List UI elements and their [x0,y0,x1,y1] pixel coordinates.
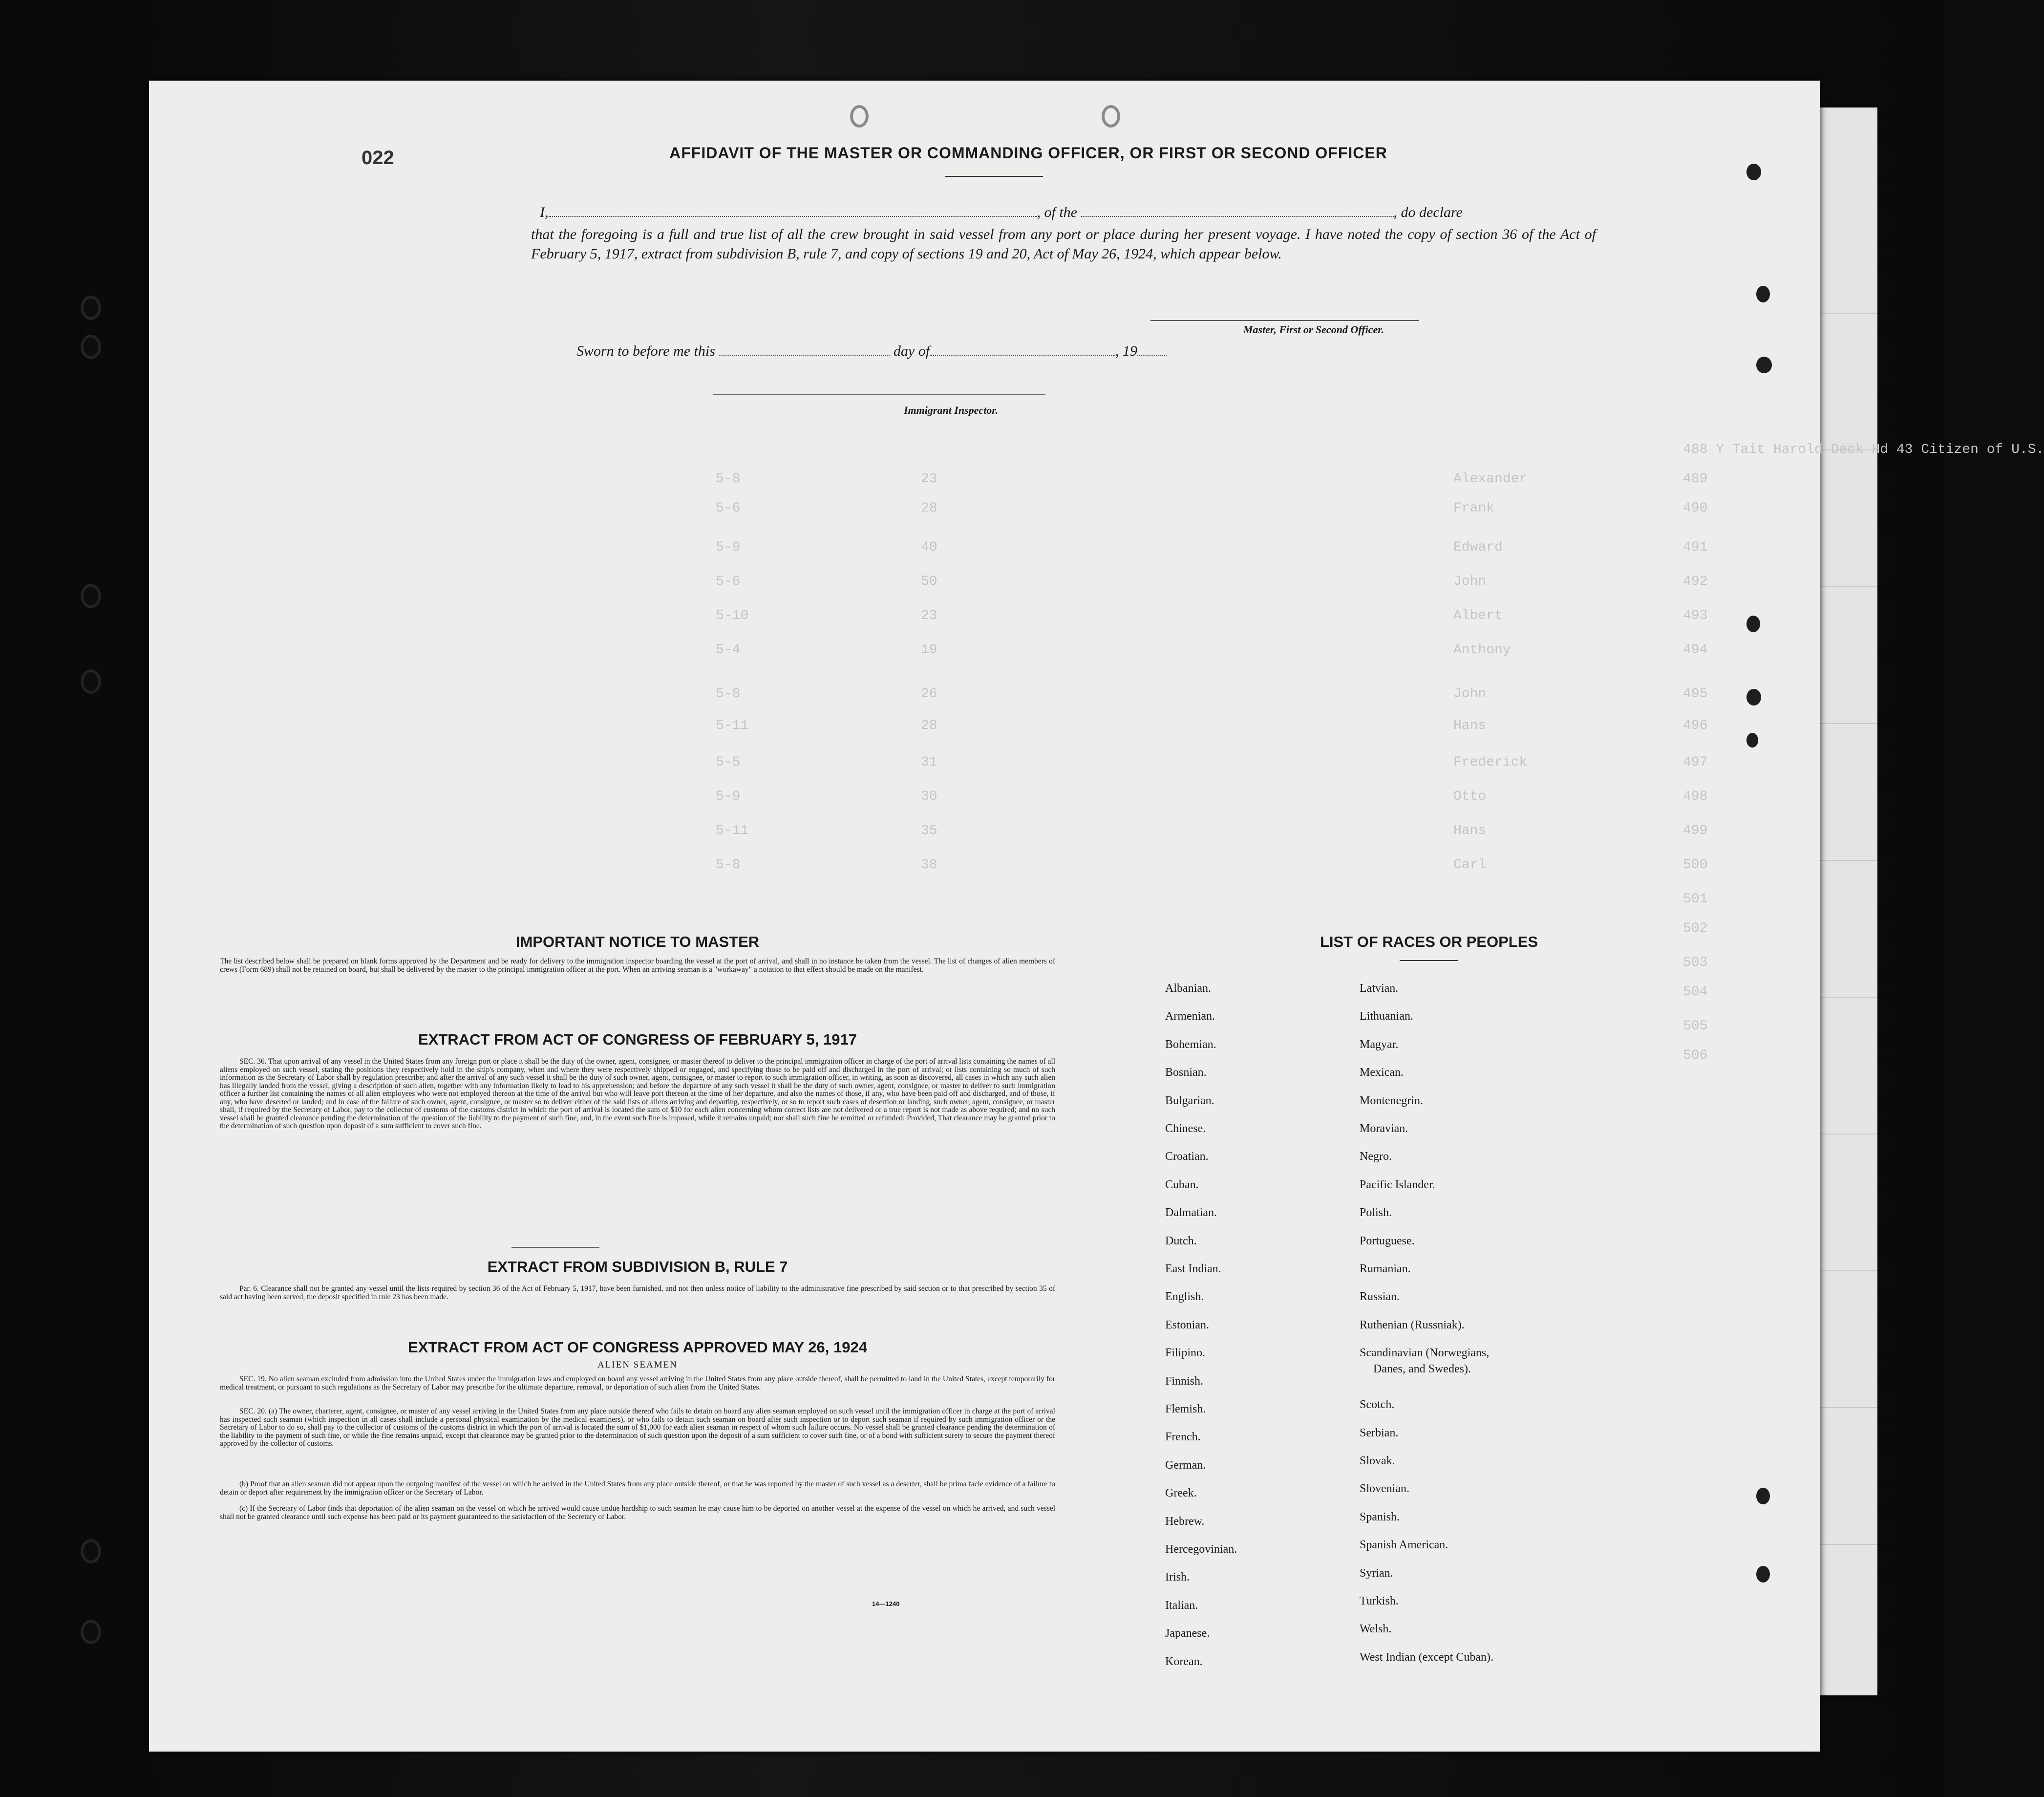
race-item: Hebrew. [1165,1515,1205,1528]
binder-hole [81,669,101,694]
race-item: Croatian. [1165,1150,1209,1163]
extract-rule7-title: EXTRACT FROM SUBDIVISION B, RULE 7 [487,1258,788,1275]
race-item: Russian. [1360,1290,1400,1304]
punch-mark [1756,357,1772,373]
race-item: Chinese. [1165,1122,1206,1135]
race-item: Latvian. [1360,982,1399,995]
race-item: Japanese. [1165,1627,1210,1640]
alien-seamen-subtitle: ALIEN SEAMEN [597,1360,678,1370]
races-title: LIST OF RACES OR PEOPLES [1320,933,1538,950]
extract-1924-sec20b: (b) Proof that an alien seaman did not appear upon the outgoing manifest of the vessel on which he arrived in the United States from any place outside thereof, or that he was reported by the master of such vessel as a deserter, shall be prima facie evidence of a failure to detain or deport after requirement by the immigration officer or the Secretary of Labor. [220,1480,1055,1497]
race-item: Magyar. [1360,1038,1399,1051]
binder-hole [81,1620,101,1644]
affidavit-body: that the foregoing is a full and true list of all the crew brought in said vessel from any port or place during her present voyage. I have noted the copy of section 36 of the Act of February 5, 1917, extract from subdivision B, rule 7, and copy of sections 19 and 20, Act of May 26, 1924, which appear below. [531,226,1596,262]
race-item: Spanish American. [1360,1539,1448,1552]
binder-hole [81,584,101,608]
race-item: English. [1165,1290,1204,1304]
race-item: Armenian. [1165,1010,1215,1023]
sworn-line [576,343,1167,360]
document-page: 488 Y Tait Harold Deck Hd 43 Citizen of U.S. 489 490 491 492 493 494 495 496 497 498 499 500 501 502 503 504 505 506 Alexander Frank Edward John Albert Anthony John Hans Frederick Otto Hans Carl 23 28 40 50 23 19 26 28 31 30 35 38 5-8 5-6 5-9 5-6 5-10 5-4 5-8 5-11 5-5 5-9 5-11 5-8 022 AFFIDAVIT OF THE MASTER OR COMMANDING OFFICER, OR FIRST OR SECOND OFFICER I, , of the , do declare that the foregoing is a full and true list of all the crew brought in said vessel from any port or place during her present voyage. I have noted the copy of section 36 of the Act of February 5, 1917, extract from subdivision B, rule 7, and copy of sections 19 and 20, Act of May 26, 1924, which appear below. Master, First or Second Officer. Sworn to before me this day of , 19 Immigrant Inspector. IMPORTANT NOTICE TO MASTER The list described below shall be prepared on blank forms approved by the Department and be ready for delivery to the immigration inspector boarding the vessel at the port of arrival, and shall in no instance be taken from the vessel. The list of changes of alien members of crews (Form 689) shall not be retained on board, but shall be delivered by the master to the principal immigration officer at the port. When an arriving seaman is a "workaway" a notation to that effect should be made on the manifest. EXTRACT FROM ACT OF CONGRESS OF FEBRUARY 5, 1917 SEC. 36. That upon arrival of any vessel in the United States from any foreign port or place it shall be the duty of the owner, agent, consignee, or master thereof to deliver to the principal immigration officer in charge of the port of arrival lists containing the names of all aliens employed on such vessel, stating the positions they respectively hold in the ship's company, when and where they were respectively shipped or engaged, and specifying those to be paid off and discharged in the port of arrival; or lists containing so much of such information as the Secretary of Labor shall by regulation prescribe; and after the arrival of any such vessel it shall be the duty of such owner, agent, consignee, or master to report to such immigration officer, in writing, as soon as discovered, all cases in which any such alien has illegally landed from the vessel, giving a description of such alien, together with any information likely to lead to his apprehension; and before the departure of any such vessel it shall be the duty of such owner, agent, consignee, or master to deliver to such immigration officer a further list containing the names of all alien employees who were not employed thereon at the time of the arrival but who will leave port thereon at the time of her departure, and also the names of those, if any, who have been paid off and discharged, and of those, if any, who have deserted or landed; and in case of the failure of such owner, agent, consignee, or master so to deliver either of the said lists of aliens arriving and departing, respectively, or so to report such cases of desertion or landing, such owner, agent, consignee, or master shall, if required by the Secretary of Labor, pay to the collector of customs of the customs district in which the port of arrival is located the sum of $10 for each alien concerning whom correct lists are not delivered or a true report is not made as above required; and no such vessel shall be granted clearance pending the determination of the question of the liability to the payment of such fine, and, in the event such fine is imposed, while it remains unpaid; nor shall such fine be remitted or refunded: Provided, That clearance may be granted prior to the determination of such question upon deposit of a sum sufficient to cover such fine. EXTRACT FROM SUBDIVISION B, RULE 7 Par. 6. Clearance shall not be granted any vessel until the lists required by section 36 of the Act of February 5, 1917, have been furnished, and not then unless notice of liability to the administrative fine prescribed by said section or to that prescribed by section 35 of said act having been served, the deposit specified in rule 23 has been made. EXTRACT FROM ACT OF CONGRESS APPROVED MAY 26, 1924 ALIEN SEAMEN SEC. 19. No alien seaman excluded from admission into the United States under the immigration laws and employed on board any vessel arriving in the United States from any place outside thereof, shall be permitted to land in the United States, except temporarily for medical treatment, or pursuant to such regulations as the Secretary of Labor may prescribe for the ultimate departure, removal, or deportation of such alien from the United States. SEC. 20. (a) The owner, charterer, agent, consignee, or master of any vessel arriving in the United States from any place outside thereof who fails to detain on board any alien seaman employed on such vessel until the immigration officer in charge at the port of arrival has inspected such seaman (which inspection in all cases shall include a personal physical examination by the medical examiners), or who fails to detain such seaman on board after such inspection or to deport such seaman if required by such immigration officer or the Secretary of Labor to do so, shall pay to the collector of customs of the customs district in which the port of arrival is located the sum of $1,000 for each alien seaman in respect of whom such failure occurs. No vessel shall be granted clearance pending the determination of the liability to the payment of such fine, or while the fine remains unpaid, except that clearance may be granted prior to the determination of such question upon the deposit of a sum sufficient to cover such fine, or of a bond with sufficient surety to secure the payment thereof approved by the collector of customs. (b) Proof that an alien seaman did not appear upon the outgoing manifest of the vessel on which he arrived in the United States from any place outside thereof, or that he was reported by the master of such vessel as a deserter, shall be prima facie evidence of a failure to detain or deport after requirement by the immigration officer or the Secretary of Labor. (c) If the Secretary of Labor finds that deportation of the alien seaman on the vessel on which he arrived would cause undue hardship to such seaman he may cause him to be deported on another vessel at the expense of the vessel on which he arrived, and such vessel shall not be granted clearance until such expense has been paid or its payment guaranteed to the satisfaction of the Secretary of Labor. 14—1240 LIST OF RACES OR PEOPLES Albanian. Armenian. Bohemian. Bosnian. Bulgarian. Chinese. Croatian. Cuban. Dalmatian. Dutch. East Indian. English. Estonian. Filipino. Finnish. Flemish. French. German. Greek. Hebrew. Hercegovinian. Irish. Italian. Japanese. Korean. Latvian. Lithuanian. Magyar. Mexican. Montenegrin. Moravian. Negro. Pacific Islander. Polish. Portuguese. Rumanian. Russian. Ruthenian (Russniak). Scandinavian (Norwegians, Danes, and Swedes). Scotch. Serbian. Slovak. Slovenian. Spanish. Spanish American. Syrian. Turkish. Welsh. West Indian (except Cuban). [149,81,1820,1752]
race-item: Hercegovinian. [1165,1543,1237,1556]
vessel-blank[interactable] [1081,205,1394,217]
races-title-rule [1400,960,1458,961]
race-item: Polish. [1360,1206,1392,1219]
punch-mark [1746,689,1761,706]
race-item: Bohemian. [1165,1038,1216,1051]
punch-mark [1756,1566,1770,1583]
race-item: Pacific Islander. [1360,1178,1435,1191]
race-item: Spanish. [1360,1510,1400,1523]
binder-hole [81,1539,101,1563]
sworn-month-blank[interactable] [930,344,1115,356]
race-item: Mexican. [1360,1066,1404,1079]
name-blank[interactable] [549,205,1037,217]
extract-1924-sec19: SEC. 19. No alien seaman excluded from admission into the United States under the immigration laws and employed on board any vessel arriving in the United States from any place outside thereof, shall be permitted to land in the United States, except temporarily for medical treatment, or pursuant to such regulations as the Secretary of Labor may prescribe for the ultimate departure, removal, or deportation of such alien from the United States. [220,1375,1055,1391]
race-item: West Indian (except Cuban). [1360,1650,1493,1664]
race-item: Serbian. [1360,1426,1399,1439]
punch-hole [1102,105,1120,128]
punch-hole [850,105,869,128]
punch-mark [1746,733,1758,748]
extract-1917-title: EXTRACT FROM ACT OF CONGRESS OF FEBRUARY 5, 1917 [418,1031,857,1048]
race-item: Italian. [1165,1599,1198,1612]
title-rule [945,176,1043,177]
race-item: Finnish. [1165,1374,1204,1388]
extract-rule7-text: Par. 6. Clearance shall not be granted any vessel until the lists required by section 36 of the Act of February 5, 1917, have been furnished, and not then unless notice of liability to the administrative fine prescribed by said section or to that prescribed by section 35 of said act having been served, the deposit specified in rule 23 has been made. [220,1284,1055,1301]
race-item: German. [1165,1458,1206,1472]
race-item: Scotch. [1360,1398,1395,1412]
binder-hole [81,296,101,320]
race-item: Estonian. [1165,1318,1209,1331]
page-number: 022 [362,147,394,169]
race-item: Slovenian. [1360,1482,1409,1496]
affidavit-declaration-line [540,204,1463,221]
race-item: Albanian. [1165,982,1211,995]
race-item: Lithuanian. [1360,1010,1413,1023]
race-item: French. [1165,1431,1201,1444]
race-item: Slovak. [1360,1455,1395,1467]
extract-1917-text: SEC. 36. That upon arrival of any vessel in the United States from any foreign port or place it shall be the duty of the owner, agent, consignee, or master thereof to deliver to the principal immigration officer in charge of the port of arrival lists containing the names of all aliens employed on such vessel, stating the positions they respectively hold in the ship's company, when and where they were respectively shipped or engaged, and specifying those to be paid off and discharged in the port of arrival; or lists containing so much of such information as the Secretary of Labor shall by regulation prescribe; and after the arrival of any such vessel it shall be the duty of such owner, agent, consignee, or master to report to such immigration officer, in writing, as soon as discovered, all cases in which any such alien has illegally landed from the vessel, giving a description of such alien, together with any information likely to lead to his apprehension; and before the departure of any such vessel it shall be the duty of such owner, agent, consignee, or master to deliver to such immigration officer a further list containing the names of all alien employees who were not employed thereon at the time of the arrival but who will leave port thereon at the time of her departure, and also the names of those, if any, who have been paid off and discharged, and of those, if any, who have deserted or landed; and in case of the failure of such owner, agent, consignee, or master so to deliver either of the said lists of aliens arriving and departing, respectively, or so to report such cases of desertion or landing, such owner, agent, consignee, or master shall, if required by the Secretary of Labor, pay to the collector of customs of the customs district in which the port of arrival is located the sum of $10 for each alien concerning whom correct lists are not delivered or a true report is not made as above required; and no such vessel shall be granted clearance pending the determination of the question of the liability to the payment of such fine, and, in the event such fine is imposed, while it remains unpaid; nor shall such fine be remitted or refunded: Provided, That clearance may be granted prior to the determination of such question upon deposit of a sum sufficient to cover such fine. [220,1057,1055,1130]
race-item: Danes, and Swedes). [1373,1363,1471,1376]
race-item: Flemish. [1165,1403,1206,1415]
punch-mark [1756,286,1770,302]
punch-mark [1756,1488,1770,1504]
notice-text: The list described below shall be prepared on blank forms approved by the Department and be ready for delivery to the immigration inspector boarding the vessel at the port of arrival, and shall in no instance be taken from the vessel. The list of changes of alien members of crews (Form 689) shall not be retained on board, but shall be delivered by the master to the principal immigration officer at the port. When an arriving seaman is a "workaway" a notation to that effect should be made on the manifest. [220,957,1055,974]
signature-line[interactable] [1150,320,1419,321]
race-item: Cuban. [1165,1178,1199,1191]
binder-hole [81,335,101,359]
race-item: Ruthenian (Russniak). [1360,1318,1465,1331]
race-item: Bulgarian. [1165,1094,1214,1107]
race-item: Portuguese. [1360,1234,1415,1247]
race-item: Korean. [1165,1655,1203,1668]
affidavit-i: I, [540,204,549,220]
section-divider [511,1247,599,1248]
race-item: Moravian. [1360,1122,1408,1135]
race-item: Rumanian. [1360,1262,1411,1275]
race-item: East Indian. [1165,1262,1221,1275]
race-item: Scandinavian (Norwegians, [1360,1347,1490,1360]
extract-1924-sec20c: (c) If the Secretary of Labor finds that deportation of the alien seaman on the vessel on which he arrived would cause undue hardship to such seaman he may cause him to be deported on another vessel at the expense of the vessel on which he arrived, and such vessel shall not be granted clearance until such expense has been paid or its payment guaranteed to the satisfaction of the Secretary of Labor. [220,1504,1055,1521]
sworn-prefix: Sworn to before me this [576,343,715,359]
race-item: Dutch. [1165,1234,1197,1247]
race-item: Irish. [1165,1571,1190,1584]
race-item: Dalmatian. [1165,1206,1217,1219]
race-item: Syrian. [1360,1566,1393,1580]
extract-1924-sec20a: SEC. 20. (a) The owner, charterer, agent, consignee, or master of any vessel arriving in the United States from any place outside thereof who fails to detain on board any alien seaman employed on such vessel until the immigration officer in charge at the port of arrival has inspected such seaman (which inspection in all cases shall include a personal physical examination by the medical examiners), or who fails to detain such seaman on board after such inspection or to deport such seaman if required by such immigration officer or the Secretary of Labor to do so, shall pay to the collector of customs of the customs district in which the port of arrival is located the sum of $1,000 for each alien seaman in respect of whom such failure occurs. No vessel shall be granted clearance pending the determination of the liability to the payment of such fine, or while the fine remains unpaid, except that clearance may be granted prior to the determination of such question upon the deposit of a sum sufficient to cover such fine, or of a bond with sufficient surety to secure the payment thereof approved by the collector of customs. [220,1407,1055,1448]
notice-title: IMPORTANT NOTICE TO MASTER [515,933,760,950]
race-item: Bosnian. [1165,1066,1207,1079]
affidavit-title: AFFIDAVIT OF THE MASTER OR COMMANDING OFFICER, OR FIRST OR SECOND OFFICER [669,144,1387,162]
inspector-label: Immigrant Inspector. [904,404,999,416]
form-number: 14—1240 [872,1600,900,1607]
race-item: Greek. [1165,1487,1197,1500]
punch-mark [1746,164,1761,180]
punch-mark [1746,616,1760,632]
race-item: Negro. [1360,1150,1392,1163]
affidavit-of-the: , of the [1037,204,1077,220]
race-item: Welsh. [1360,1623,1392,1636]
inspector-signature-line[interactable] [713,394,1045,395]
sworn-day-of: day of [893,343,930,359]
signature-label: Master, First or Second Officer. [1243,323,1384,336]
extract-1924-title: EXTRACT FROM ACT OF CONGRESS APPROVED MAY 26, 1924 [408,1339,867,1356]
affidavit-declare: , do declare [1393,204,1463,220]
sworn-day-blank[interactable] [719,344,890,356]
race-item: Filipino. [1165,1347,1206,1360]
sworn-year: , 19 [1115,343,1138,359]
sworn-year-blank[interactable] [1137,344,1167,356]
race-item: Turkish. [1360,1595,1399,1607]
race-item: Montenegrin. [1360,1094,1423,1107]
